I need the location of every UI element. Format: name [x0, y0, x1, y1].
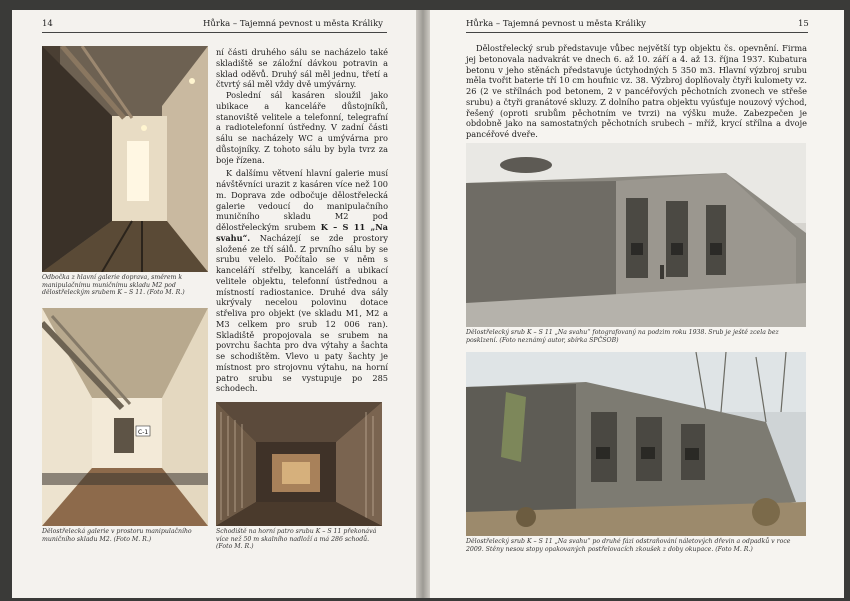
left-text-column	[216, 47, 388, 394]
photo-bunker-2009	[466, 352, 806, 536]
svg-text:C-1: C-1	[138, 429, 149, 436]
paragraph-2: Poslední sál kasáren sloužil jako ubikace a kanceláře důstojníků, stanoviště velitele a telefonní, telegrafní a radiotelefonní ústředny. V zadní části sálu se nacházely WC a umývárna pro důstojníky. Z tohoto sálu by byla tvrz za boje řízena.	[216, 90, 388, 165]
left-header-rule	[42, 32, 387, 33]
caption-photo-bunker-1938: Dělostřelecký srub K – S 11 „Na svahu“ fotografovaný na podzim roku 1938. Srub je ještě zcela bez posklzení. (Foto neznámý autor, sbírka SPČSOB)	[466, 329, 779, 344]
right-page-number: 15	[798, 19, 809, 29]
book-gutter	[416, 10, 430, 598]
paragraph-1: ní části druhého sálu se nacházelo také skladiště se záložní dávkou potravin a sklad oděvů. Druhý sál měl jednu, třetí a čtvrtý sál měl vždy dvě umývárny.	[216, 47, 388, 90]
bunker-name-bold: K – S 11 „Na svahu“.	[216, 222, 388, 243]
paragraph-3-text: K dalšímu větvení hlavní galerie musí návštěvníci urazit z kasáren více než 100 m. Doprava zde odbočuje dělostřelecká galerie vedoucí do manipulačního muničního skladu M2 pod dělostřeleckým srubem	[216, 168, 388, 232]
intro-paragraph-text: Dělostřelecký srub představuje vůbec největší typ objektu čs. opevnění. Firma jej betonovala nadvakrát ve dnech 6. až 10. září a 4. až 13. října 1937. Kubatura betonu v jeho stěnách představuje úctyhodných 5 350 m3. Hlavní výzbroj srubu měla tvořit baterie tří 10 cm houfnic vz. 38. Výzbroj doplňovaly čtyři kulomety vz. 26 (2 ve střílnách pod betonem, 2 v pancéřových pěchotních zvonech ve střeše srubu) a čtyři granátové skluzy. Z dolního patra objektu vyúsťuje nouzový východ, řešený (oproti srubům pěchotním ve tvrzi) na výšku muže. Zabezpečen je obdobně jako na samostatných pěchotních srubech – mříž, krycí střílna a dvoje pancéřové dveře.	[466, 43, 807, 139]
left-page-number: 14	[42, 19, 53, 29]
right-running-header: Hůrka – Tajemná pevnost u města Králiky	[466, 19, 646, 29]
caption-photo-bunker-2009: Dělostřelecký srub K – S 11 „Na svahu“ po druhé fázi odstraňování náletových dřevin a odpadků v roce 2009. Stěny nesou stopy opakovaných postřelovacích zkoušek z doby okupace. (Foto M. R.)	[466, 538, 791, 553]
paragraph-3	[216, 168, 388, 394]
right-header-rule	[466, 32, 808, 33]
caption-photo-stairs: Schodiště na horní patro srubu K – S 11 překonává více než 50 m skalního nadloží a má 286 schodů. (Foto M. R.)	[216, 528, 377, 551]
caption-photo-corridor: Odbočka z hlavní galerie doprava, směrem k manipulačnímu muničnímu skladu M2 pod dělostřeleckým srubem K – S 11. (Foto M. R.)	[42, 274, 185, 297]
photo-bunker-1938	[466, 143, 806, 327]
photo-staircase-shaft	[216, 402, 382, 526]
photo-corridor-rails	[42, 46, 208, 272]
right-intro-paragraph	[466, 43, 807, 140]
caption-photo-gallery: Dělostřelecká galerie v prostoru manipulačního muničního skladu M2. (Foto M. R.)	[42, 528, 192, 543]
paragraph-3-continued: Nacházejí se zde prostory složené ze tří sálů. Z prvního sálu by se srubu velelo. Počítalo se v něm s kanceláří střelby, kanceláří a ubikací velitele objektu, telefonní ústřednou a místností radiostanice. Druhé dva sály ukrývaly necelou polovinu dotace střeliva pro objekt (ve skladu M1, M2 a M3 celkem pro srub 12 006 ran). Skladiště propojovala se srubem na povrchu šachta pro dva výtahy a šachta se schodištěm. Vlevo u paty šachty je místnost pro strojovnu výtahu, na horní patro srubu se vystupuje po 285 schodech.	[216, 232, 389, 394]
photo-artillery-gallery	[42, 308, 208, 526]
left-running-header: Hůrka – Tajemná pevnost u města Králiky	[203, 19, 383, 29]
